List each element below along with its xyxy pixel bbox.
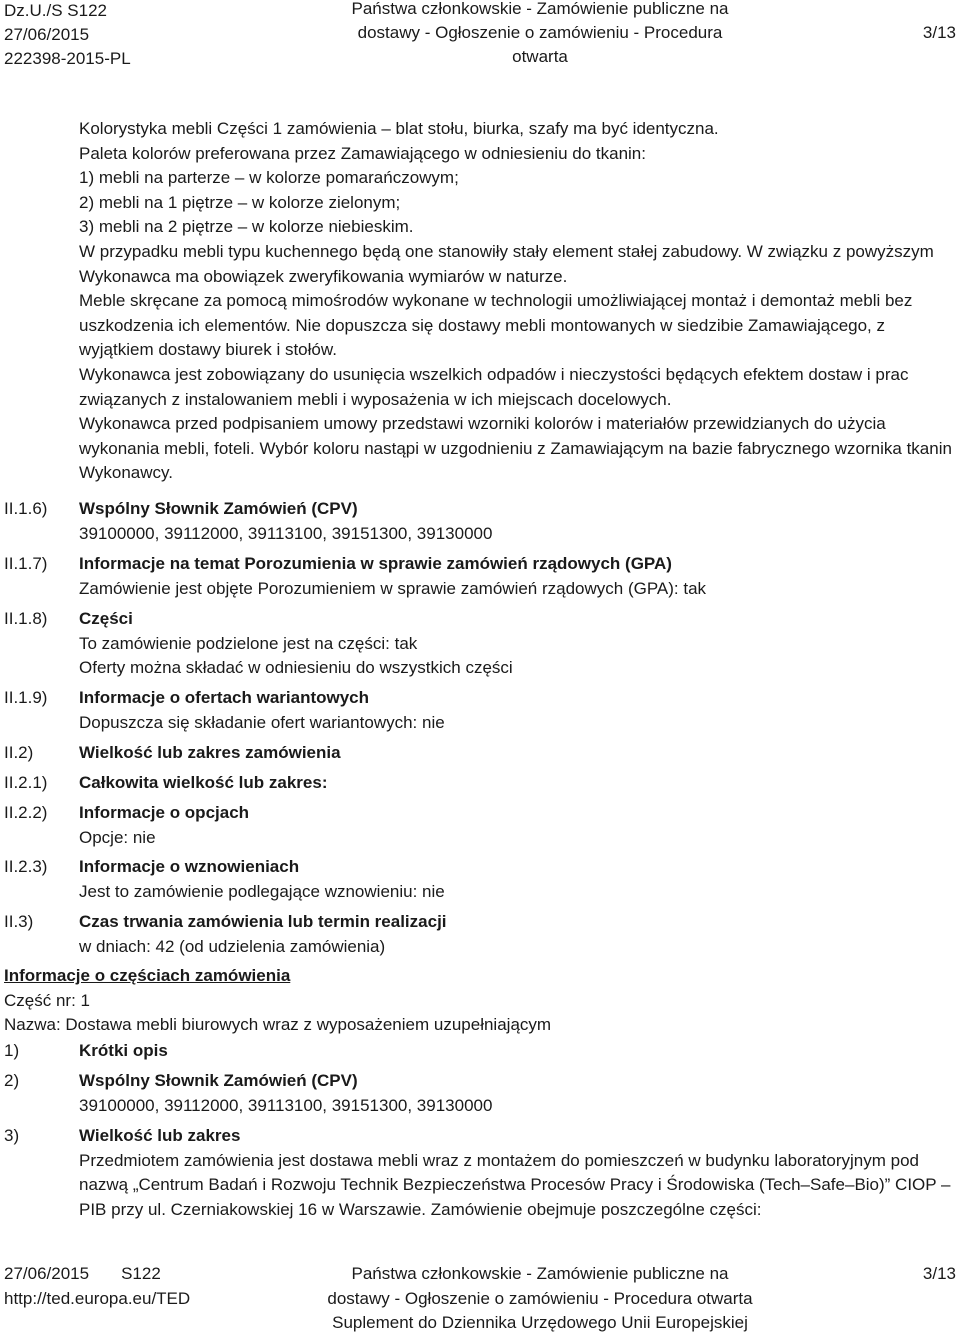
part-item-line: 39100000, 39112000, 39113100, 39151300, 39130000 [79, 1095, 493, 1115]
part-item-title: Krótki opis [79, 1041, 168, 1060]
header-title-line2: dostawy - Ogłoszenie o zamówieniu - Procedura otwarta [357, 23, 723, 66]
footer-title-line2: dostawy - Ogłoszenie o zamówieniu - Procedura otwarta [327, 1288, 753, 1308]
part-item-cpv [79, 1069, 959, 1118]
section-line: To zamówienie podzielone jest na części: tak [79, 633, 418, 653]
paragraph: Paleta kolorów preferowana przez Zamawiającego w odniesieniu do tkanin: [79, 143, 646, 163]
section-title: Wspólny Słownik Zamówień (CPV) [79, 499, 358, 518]
section-cpv [79, 497, 959, 546]
paragraph: Wykonawca jest zobowiązany do usunięcia wszelkich odpadów i nieczystości będących efektem dostaw i prac związanych z instalowaniem mebli i wyposażenia w ich miejscach docelowych. [79, 364, 909, 409]
part-item-line: Przedmiotem zamówienia jest dostawa mebli wraz z montażem do pomieszczeń w budynku laboratoryjnym pod nazwą „Centrum Badań i Rozwoju Technik Bezpieczeństwa Procesów Pracy i Środowiska (Tech–Safe–Bio)” CIOP – PIB przy ul. Czerniakowskiej 16 w Warszawie. Zamówienie obejmuje poszczególne części: [79, 1150, 951, 1219]
section-duration [79, 910, 959, 959]
section-number: II.1.8) [4, 609, 48, 628]
page-footer [0, 1262, 960, 1334]
header-date: 27/06/2015 [4, 25, 90, 44]
section-number: II.1.6) [4, 499, 48, 518]
header-title-line1: Państwa członkowskie - Zamówienie publiczne na [351, 0, 729, 18]
footer-page-number: 3/13 [922, 1264, 956, 1283]
section-title: Informacje o wznowieniach [79, 857, 300, 876]
section-number: II.1.9) [4, 688, 48, 707]
notice-id: 222398-2015-PL [4, 49, 131, 68]
section-gpa [79, 552, 959, 601]
section-title: Wielkość lub zakres zamówienia [79, 743, 341, 762]
header-left [4, 0, 131, 71]
section-line: Zamówienie jest objęte Porozumieniem w sprawie zamówień rządowych (GPA): tak [79, 578, 707, 598]
section-title: Informacje na temat Porozumienia w sprawie zamówień rządowych (GPA) [79, 554, 672, 573]
section-title: Czas trwania zamówienia lub termin realizacji [79, 912, 447, 931]
part-item-scope [79, 1124, 959, 1222]
part-item-number: 2) [4, 1071, 20, 1090]
section-title: Informacje o ofertach wariantowych [79, 688, 370, 707]
paragraph: Meble skręcane za pomocą mimośrodów wykonane w technologii umożliwiającej montaż i demontaż mebli bez uszkodzenia ich elementów. Nie dopuszcza się dostawy mebli montowanych w siedzibie Zamawiającego, z wyjątkiem dostawy biurek i stołów. [79, 291, 913, 360]
section-number: II.3) [4, 912, 34, 931]
paragraph: 3) mebli na 2 piętrze – w kolorze niebieskim. [79, 217, 414, 237]
section-options [79, 801, 959, 850]
section-number: II.2.3) [4, 857, 48, 876]
section-number: II.2.1) [4, 773, 48, 792]
body-text [79, 117, 959, 486]
part-item-number: 3) [4, 1126, 20, 1145]
footer-title-line3: Suplement do Dziennika Urzędowego Unii Europejskiej [332, 1313, 748, 1333]
section-line: Jest to zamówienie podlegające wznowieniu: nie [79, 881, 445, 901]
footer-title-line1: Państwa członkowskie - Zamówienie publiczne na [351, 1264, 729, 1283]
footer-ref: S122 [121, 1264, 161, 1283]
section-renewals [79, 855, 959, 904]
paragraph: 1) mebli na parterze – w kolorze pomarańczowym; [79, 168, 459, 188]
paragraph: 2) mebli na 1 piętrze – w kolorze zielonym; [79, 192, 401, 212]
paragraph: W przypadku mebli typu kuchennego będą one stanowiły stały element stałej zabudowy. W związku z powyższym Wykonawca ma obowiązek zweryfikowania wymiarów w naturze. [79, 241, 934, 286]
part-item-number: 1) [4, 1041, 20, 1060]
section-title: Całkowita wielkość lub zakres: [79, 773, 328, 792]
section-scope [79, 741, 959, 766]
parts-block [4, 964, 954, 1038]
page-header [0, 0, 960, 70]
section-total-scope [79, 771, 959, 796]
journal-code: Dz.U./S S122 [4, 1, 107, 20]
section-line: Dopuszcza się składanie ofert wariantowych: nie [79, 712, 445, 732]
part-item-title: Wielkość lub zakres [79, 1126, 241, 1145]
parts-heading: Informacje o częściach zamówienia [4, 966, 291, 985]
section-number: II.1.7) [4, 554, 48, 573]
footer-date: 27/06/2015 [4, 1264, 90, 1283]
section-number: II.2.2) [4, 803, 48, 822]
paragraph: Kolorystyka mebli Części 1 zamówienia – blat stołu, biurka, szafy ma być identyczna. [79, 119, 719, 138]
section-line: Opcje: nie [79, 827, 156, 847]
part-item-title: Wspólny Słownik Zamówień (CPV) [79, 1071, 358, 1090]
footer-center [300, 1262, 780, 1336]
section-parts [79, 607, 959, 681]
section-line: Oferty można składać w odniesieniu do wszystkich części [79, 658, 513, 678]
section-title: Informacje o opcjach [79, 803, 250, 822]
paragraph: Wykonawca przed podpisaniem umowy przedstawi wzorniki kolorów i materiałów przewidzianych do użycia wykonania mebli, foteli. Wybór koloru nastąpi w uzgodnieniu z Zamawiającym na bazie fabrycznego wzornika tkanin Wykonawcy. [79, 414, 952, 483]
footer-left [4, 1262, 190, 1311]
section-title: Części [79, 609, 133, 628]
section-number: II.2) [4, 743, 34, 762]
section-line: 39100000, 39112000, 39113100, 39151300, 39130000 [79, 523, 493, 543]
part-number: Część nr: 1 [4, 990, 90, 1010]
part-name: Nazwa: Dostawa mebli biurowych wraz z wyposażeniem uzupełniającym [4, 1015, 552, 1035]
section-line: w dniach: 42 (od udzielenia zamówienia) [79, 936, 386, 956]
section-variants [79, 686, 959, 735]
part-item-short-description [79, 1039, 959, 1064]
header-page-number: 3/13 [922, 23, 956, 42]
footer-url: http://ted.europa.eu/TED [4, 1288, 191, 1308]
